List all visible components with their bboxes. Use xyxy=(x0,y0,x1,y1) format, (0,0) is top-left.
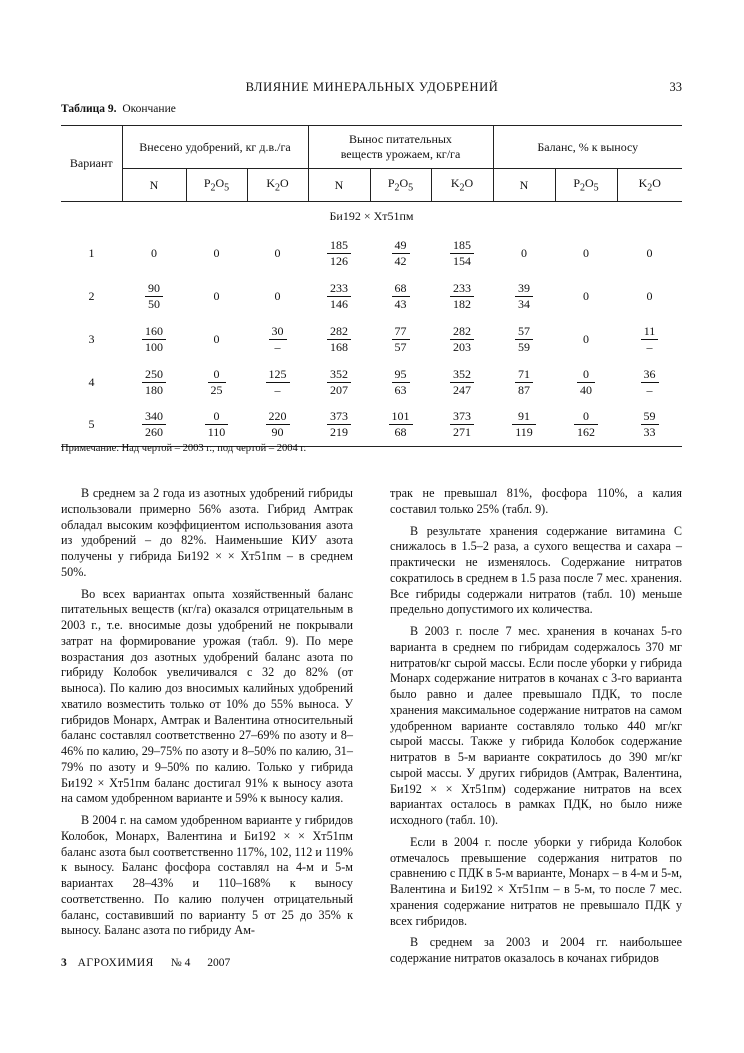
table-row xyxy=(61,275,682,318)
value-cell xyxy=(555,404,617,447)
value-cell: 0 xyxy=(521,245,527,260)
fraction: $\frac{77}{57}$ xyxy=(392,324,410,355)
value-cell xyxy=(308,361,370,404)
value-cell xyxy=(308,318,370,361)
variant-cell: 4 xyxy=(88,374,95,389)
value-cell xyxy=(370,318,431,361)
table-row xyxy=(61,232,682,275)
variant-cell: 1 xyxy=(88,245,95,260)
table-caption xyxy=(61,103,176,115)
table-body xyxy=(61,232,682,447)
value-cell xyxy=(122,318,186,361)
subheader-cell xyxy=(122,169,186,202)
value-cell xyxy=(431,404,493,447)
value-cell: 0 xyxy=(646,245,653,260)
value-cell xyxy=(308,275,370,318)
value-cell: 0 xyxy=(646,288,653,303)
fraction: $\frac{340}{260}$ xyxy=(142,409,166,440)
value-cell: 0 xyxy=(151,245,157,260)
fraction: $\frac{57}{59}$ xyxy=(515,324,533,355)
table-9 xyxy=(61,125,682,447)
fraction: $\frac{49}{42}$ xyxy=(392,238,410,269)
sub-k2o-label: $K_2O$ xyxy=(266,176,289,194)
subheader-cell xyxy=(493,169,555,202)
value-cell xyxy=(617,404,682,447)
sub-k2o-label: $K_2O$ xyxy=(638,176,661,194)
table-note: Примечание. Над чертой – 2003 г., под чертой – 2004 г. xyxy=(61,443,307,454)
value-cell xyxy=(493,404,555,447)
sub-n-label: N xyxy=(149,177,159,192)
value-cell: 0 xyxy=(583,245,589,260)
table-row xyxy=(61,361,682,404)
value-cell xyxy=(431,318,493,361)
footer-page: 3 xyxy=(61,957,67,969)
sub-p2o5-label: $P_2O_5$ xyxy=(387,176,414,194)
fraction: $\frac{91}{119}$ xyxy=(512,409,536,440)
variant-cell: 5 xyxy=(61,404,122,447)
fraction: $\frac{68}{43}$ xyxy=(392,281,410,312)
fraction: $\frac{185}{154}$ xyxy=(450,238,474,269)
fraction: $\frac{352}{207}$ xyxy=(327,367,351,398)
fraction: $\frac{233}{182}$ xyxy=(450,281,474,312)
value-cell xyxy=(122,275,186,318)
table-caption-text: Окончание xyxy=(122,103,176,115)
fraction: $\frac{0}{25}$ xyxy=(208,367,226,398)
value-cell xyxy=(493,318,555,361)
page-number: 33 xyxy=(669,80,682,94)
value-cell: 0 xyxy=(583,288,589,303)
header-applied: Внесено удобрений, кг д.в./га xyxy=(122,126,308,169)
fraction: $\frac{160}{100}$ xyxy=(142,324,166,355)
sub-p2o5-label: $P_2O_5$ xyxy=(203,176,230,194)
value-cell xyxy=(431,361,493,404)
text-column-right xyxy=(390,486,682,973)
table-row xyxy=(61,318,682,361)
value-cell: 0 xyxy=(583,331,589,346)
fraction: $\frac{90}{50}$ xyxy=(145,281,163,312)
subheader-cell xyxy=(431,169,493,202)
value-cell xyxy=(493,361,555,404)
sub-p2o5-label: $P_2O_5$ xyxy=(573,176,599,194)
subheader-cell xyxy=(247,169,308,202)
value-cell xyxy=(370,361,431,404)
running-title: ВЛИЯНИЕ МИНЕРАЛЬНЫХ УДОБРЕНИЙ xyxy=(245,80,499,94)
fraction: $\frac{71}{87}$ xyxy=(515,367,533,398)
fraction: $\frac{0}{40}$ xyxy=(577,367,595,398)
paragraph: В 2003 г. после 7 мес. хранения в кочанах 5-го варианта в среднем по гибридам содержалось 370 мг нитратов/кг сырой массы. Если после уборки у гибрида Монарх содержание нитратов в кочанах с 3-го варианта было равно и далее превышало ПДК, то после хранения максимальное содержание нитратов на самом удобренном варианте составляло только 440 мг/кг сырой массы. Также у гибрида Колобок содержание нитратов в 5-м варианте сократилось до 390 мг/кг сырой массы. У других гибридов (Амтрак, Валентина, Би192 × × Хт51пм) содержание нитратов на всех вариантах осталось в рамках ПДК, но было ниже исходного (табл. 10). xyxy=(390,624,682,827)
variant-cell: 3 xyxy=(88,331,95,346)
fraction: $\frac{36}{-}$ xyxy=(641,367,659,398)
value-cell xyxy=(186,404,247,447)
fraction: $\frac{282}{203}$ xyxy=(450,324,474,355)
subheader-cell xyxy=(186,169,247,202)
value-cell xyxy=(308,232,370,275)
value-cell xyxy=(617,361,682,404)
subheader-cell xyxy=(308,169,370,202)
sub-n-label: N xyxy=(334,177,344,192)
subheader-cell xyxy=(370,169,431,202)
fraction: $\frac{30}{-}$ xyxy=(269,324,287,355)
fraction: $\frac{101}{68}$ xyxy=(389,409,413,440)
value-cell xyxy=(370,232,431,275)
value-cell xyxy=(186,361,247,404)
value-cell: 0 xyxy=(274,288,281,303)
header-removal: Вынос питательных веществ урожаем, кг/га xyxy=(308,126,493,169)
running-header xyxy=(0,80,744,96)
value-cell xyxy=(122,404,186,447)
fraction: $\frac{250}{180}$ xyxy=(142,367,166,398)
value-cell: 0 xyxy=(274,245,281,260)
footer-issue: № 4 xyxy=(170,957,191,969)
value-cell xyxy=(247,318,308,361)
fraction: $\frac{352}{247}$ xyxy=(450,367,474,398)
fraction: $\frac{373}{271}$ xyxy=(450,409,474,440)
page-footer xyxy=(61,957,230,969)
subheader-row xyxy=(61,169,682,202)
hybrid-label: Би192 × Хт51пм xyxy=(329,209,414,224)
fraction: $\frac{185}{126}$ xyxy=(327,238,351,269)
fraction: $\frac{0}{110}$ xyxy=(205,409,229,440)
header-balance: Баланс, % к выносу xyxy=(493,126,682,169)
paragraph: В результате хранения содержание витамина С снижалось в 1.5–2 раза, а сухого вещества и сахара – практически не изменялось. Содержание нитратов сократилось в среднем в 1.5 раза после 7 мес. хранения. Все гибриды содержали нитратов (табл. 10) меньше предельно допустимого их количества. xyxy=(390,523,682,617)
value-cell xyxy=(555,361,617,404)
sub-k2o-label: $K_2O$ xyxy=(450,176,474,194)
sub-n-label: N xyxy=(519,177,529,192)
text-column-left xyxy=(61,486,353,945)
value-cell: 0 xyxy=(213,331,220,346)
fraction: $\frac{233}{146}$ xyxy=(327,281,351,312)
value-cell xyxy=(308,404,370,447)
value-cell xyxy=(431,275,493,318)
footer-year: 2007 xyxy=(207,957,231,969)
value-cell xyxy=(370,275,431,318)
paragraph: В среднем за 2003 и 2004 гг. наибольшее содержание нитратов оказалось в кочанах гибридов xyxy=(390,935,682,965)
value-cell xyxy=(122,361,186,404)
fraction: $\frac{11}{-}$ xyxy=(641,324,659,355)
header-variant: Вариант xyxy=(61,126,122,202)
paragraph: В 2004 г. на самом удобренном варианте у гибридов Колобок, Монарх, Валентина и Би192 × × Хт51пм баланс азота был соответственно 117%, 102, 112 и 119% к выносу. Баланс фосфора составлял на 4-м и 5-м вариантах 28–43% и 110–168% к выносу соответственно. По калию получен отрицательный баланс, составивший по варианту 5 от 25 до 35% к выносу. Баланс азота по гибриду Ам- xyxy=(61,813,353,938)
value-cell: 0 xyxy=(213,288,220,303)
table-caption-label: Таблица 9. xyxy=(61,103,117,115)
value-cell xyxy=(431,232,493,275)
paragraph: Если в 2004 г. после уборки у гибрида Колобок отмечалось превышение содержания нитратов по сравнению с ПДК в 5-м варианте, Монарх – в 4-м и 5-м, Валентина и Би192 × Хт51пм – в 5-м, то после 7 мес. хранения содержание нитратов не превышало ПДК у всех гибридов. xyxy=(390,834,682,928)
fraction: $\frac{373}{219}$ xyxy=(327,409,351,440)
value-cell xyxy=(370,404,431,447)
variant-cell: 2 xyxy=(88,288,95,303)
paragraph: Во всех вариантах опыта хозяйственный баланс питательных веществ (кг/га) оказался отрицательным в 2003 г., т.е. вносимые дозы удобрений не покрывали затрат на формирование урожая (табл. 9). По мере возрастания доз азотных удобрений баланс азота по гибриду Колобок увеличивался с 32 до 82% (от выноса). По калию доз вносимых калийных удобрений хватило возместить только от 10% до 55% выноса. У гибридов Монарх, Амтрак и Валентина относительный баланс составлял соответственно 27–69% по азоту и 8–46% по калию, 29–75% по азоту и 8–50% по калию, 31–79% по азоту и 9–50% по калию. Только у гибрида Би192 × Хт51пм баланс достигал 91% к выносу азота на самом удобренном варианте и 59% к выносу калия. xyxy=(61,586,353,806)
value-cell xyxy=(493,275,555,318)
fraction: $\frac{125}{-}$ xyxy=(266,367,290,398)
value-cell xyxy=(247,404,308,447)
fraction: $\frac{220}{90}$ xyxy=(266,409,290,440)
subheader-cell xyxy=(617,169,682,202)
paragraph: В среднем за 2 года из азотных удобрений гибриды использовали примерно 56% азота. Гибрид Амтрак обладал высоким коэффициентом использования азота из удобрений – до 82%. Наименьшие КИУ азота получены у гибрида Би192 × × Хт51пм – в среднем 50%. xyxy=(61,486,353,579)
fraction: $\frac{95}{63}$ xyxy=(392,367,410,398)
value-cell xyxy=(247,361,308,404)
fraction: $\frac{282}{168}$ xyxy=(327,324,351,355)
fraction: $\frac{0}{162}$ xyxy=(574,409,598,440)
fraction: $\frac{59}{33}$ xyxy=(641,409,659,440)
fraction: $\frac{39}{34}$ xyxy=(515,281,533,312)
paragraph-continued: трак не превышал 81%, фосфора 110%, а калия составил только 25% (табл. 9). xyxy=(390,486,682,516)
table-row xyxy=(61,404,682,447)
value-cell xyxy=(617,318,682,361)
subheader-cell xyxy=(555,169,617,202)
footer-journal: АГРОХИМИЯ xyxy=(77,957,154,969)
value-cell: 0 xyxy=(213,245,220,260)
